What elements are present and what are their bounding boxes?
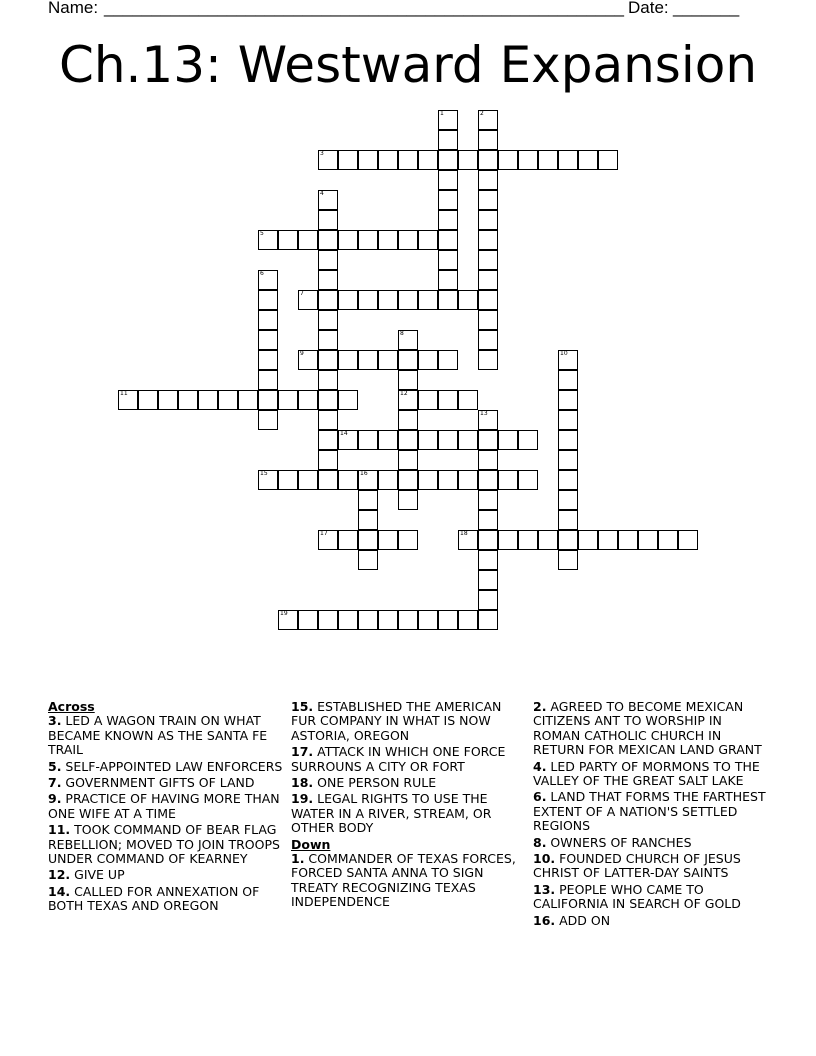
- grid-cell[interactable]: [258, 470, 278, 490]
- grid-cell[interactable]: [598, 530, 618, 550]
- grid-cell[interactable]: [478, 270, 498, 290]
- grid-cell[interactable]: [478, 410, 498, 430]
- clue-item-number: 19.: [291, 791, 314, 807]
- grid-cell[interactable]: [318, 430, 338, 450]
- grid-cell[interactable]: [358, 490, 378, 510]
- grid-cell[interactable]: [398, 610, 418, 630]
- clue-item-text: ONE PERSON RULE: [313, 775, 437, 791]
- clue-number: 2: [480, 110, 484, 117]
- grid-cell[interactable]: [478, 290, 498, 310]
- clue-item-number: 9.: [48, 791, 62, 807]
- grid-cell[interactable]: [398, 530, 418, 550]
- grid-cell[interactable]: [438, 470, 458, 490]
- grid-cell[interactable]: [578, 530, 598, 550]
- grid-cell[interactable]: [638, 530, 658, 550]
- clue-number: 8: [400, 330, 404, 337]
- clue-item: [533, 700, 769, 758]
- grid-cell[interactable]: [458, 470, 478, 490]
- clue-item-number: 8.: [533, 834, 547, 850]
- grid-cell[interactable]: [298, 610, 318, 630]
- grid-cell[interactable]: [378, 610, 398, 630]
- clue-item-number: 4.: [533, 758, 547, 774]
- grid-cell[interactable]: [318, 390, 338, 410]
- clue-item-text: OWNERS OF RANCHES: [546, 834, 692, 850]
- clue-item: [533, 883, 769, 912]
- grid-cell[interactable]: [458, 430, 478, 450]
- grid-cell[interactable]: [418, 470, 438, 490]
- grid-cell[interactable]: [478, 610, 498, 630]
- grid-cell[interactable]: [398, 370, 418, 390]
- clue-item-text: AGREED TO BECOME MEXICAN CITIZENS ANT TO WORSHIP IN ROMAN CATHOLIC CHURCH IN RETURN FOR MEXICAN LAND GRANT: [533, 699, 762, 758]
- grid-cell[interactable]: [478, 210, 498, 230]
- grid-cell[interactable]: [518, 150, 538, 170]
- clue-number: 5: [260, 230, 264, 237]
- grid-cell[interactable]: [318, 190, 338, 210]
- grid-cell[interactable]: [538, 530, 558, 550]
- clue-item-text: GOVERNMENT GIFTS OF LAND: [61, 775, 255, 791]
- grid-cell[interactable]: [338, 150, 358, 170]
- grid-cell[interactable]: [298, 390, 318, 410]
- clue-number: 9: [300, 350, 304, 357]
- grid-cell[interactable]: [458, 390, 478, 410]
- grid-cell[interactable]: [418, 150, 438, 170]
- grid-cell[interactable]: [478, 550, 498, 570]
- clue-item: [291, 700, 527, 743]
- grid-cell[interactable]: [558, 490, 578, 510]
- clue-item-text: PRACTICE OF HAVING MORE THAN ONE WIFE AT A TIME: [48, 791, 280, 821]
- clue-item-text: LED PARTY OF MORMONS TO THE VALLEY OF THE GREAT SALT LAKE: [533, 758, 760, 789]
- clue-column-3: [533, 700, 769, 930]
- grid-cell[interactable]: [438, 150, 458, 170]
- grid-cell[interactable]: [418, 230, 438, 250]
- clue-number: 12: [400, 390, 408, 397]
- grid-cell[interactable]: [158, 390, 178, 410]
- grid-cell[interactable]: [498, 150, 518, 170]
- grid-cell[interactable]: [318, 470, 338, 490]
- grid-cell[interactable]: [378, 230, 398, 250]
- grid-cell[interactable]: [338, 430, 358, 450]
- grid-cell[interactable]: [498, 530, 518, 550]
- grid-cell[interactable]: [318, 450, 338, 470]
- grid-cell[interactable]: [318, 310, 338, 330]
- clue-item-text: GIVE UP: [70, 867, 125, 883]
- grid-cell[interactable]: [478, 450, 498, 470]
- grid-cell[interactable]: [518, 530, 538, 550]
- grid-cell[interactable]: [438, 270, 458, 290]
- grid-cell[interactable]: [338, 230, 358, 250]
- grid-cell[interactable]: [118, 390, 138, 410]
- grid-cell[interactable]: [478, 490, 498, 510]
- grid-cell[interactable]: [438, 190, 458, 210]
- grid-cell[interactable]: [258, 350, 278, 370]
- clue-item: [48, 885, 284, 914]
- grid-cell[interactable]: [398, 490, 418, 510]
- clue-item-text: PEOPLE WHO CAME TO CALIFORNIA IN SEARCH OF GOLD: [533, 881, 741, 912]
- clue-number: 15: [260, 470, 268, 477]
- clue-item: [533, 852, 769, 881]
- grid-cell[interactable]: [418, 430, 438, 450]
- clue-item-text: LED A WAGON TRAIN ON WHAT BECAME KNOWN AS THE SANTA FE TRAIL: [48, 713, 268, 758]
- clue-number: 6: [260, 270, 264, 277]
- grid-cell[interactable]: [398, 470, 418, 490]
- clue-number: 14: [340, 430, 348, 437]
- clue-number: 4: [320, 190, 324, 197]
- clue-item-text: TOOK COMMAND OF BEAR FLAG REBELLION; MOVED TO JOIN TROOPS UNDER COMMAND OF KEARNEY: [48, 822, 280, 867]
- grid-cell[interactable]: [558, 470, 578, 490]
- grid-cell[interactable]: [318, 270, 338, 290]
- grid-cell[interactable]: [318, 290, 338, 310]
- clue-item-number: 17.: [291, 744, 314, 760]
- grid-cell[interactable]: [338, 610, 358, 630]
- grid-cell[interactable]: [618, 530, 638, 550]
- grid-cell[interactable]: [438, 230, 458, 250]
- grid-cell[interactable]: [318, 250, 338, 270]
- grid-cell[interactable]: [398, 290, 418, 310]
- grid-cell[interactable]: [558, 430, 578, 450]
- grid-cell[interactable]: [518, 430, 538, 450]
- grid-cell[interactable]: [558, 510, 578, 530]
- date-blank-line[interactable]: _______: [673, 0, 740, 17]
- clue-number: 17: [320, 530, 328, 537]
- grid-cell[interactable]: [478, 530, 498, 550]
- clue-item-number: 3.: [48, 713, 62, 729]
- grid-cell[interactable]: [458, 610, 478, 630]
- grid-cell[interactable]: [398, 430, 418, 450]
- clue-item: [48, 714, 284, 757]
- grid-cell[interactable]: [138, 390, 158, 410]
- clue-item-number: 2.: [533, 699, 547, 714]
- grid-cell[interactable]: [318, 610, 338, 630]
- clue-item-number: 11.: [48, 822, 71, 838]
- grid-cell[interactable]: [398, 230, 418, 250]
- grid-cell[interactable]: [478, 110, 498, 130]
- grid-cell[interactable]: [318, 410, 338, 430]
- clue-item: [48, 868, 284, 882]
- grid-cell[interactable]: [398, 390, 418, 410]
- clue-item-text: ESTABLISHED THE AMERICAN FUR COMPANY IN WHAT IS NOW ASTORIA, OREGON: [291, 699, 502, 743]
- grid-cell[interactable]: [378, 150, 398, 170]
- grid-cell[interactable]: [458, 150, 478, 170]
- clue-item-text: LAND THAT FORMS THE FARTHEST EXTENT OF A NATION'S SETTLED REGIONS: [533, 789, 766, 834]
- grid-cell[interactable]: [438, 390, 458, 410]
- grid-cell[interactable]: [578, 150, 598, 170]
- clue-item: [48, 760, 284, 774]
- grid-cell[interactable]: [298, 290, 318, 310]
- clue-section-header: Across: [48, 699, 95, 714]
- grid-cell[interactable]: [298, 230, 318, 250]
- grid-cell[interactable]: [398, 330, 418, 350]
- grid-cell[interactable]: [358, 510, 378, 530]
- grid-cell[interactable]: [178, 390, 198, 410]
- grid-cell[interactable]: [258, 270, 278, 290]
- grid-cell[interactable]: [418, 390, 438, 410]
- grid-cell[interactable]: [378, 430, 398, 450]
- grid-cell[interactable]: [458, 530, 478, 550]
- grid-cell[interactable]: [338, 470, 358, 490]
- grid-cell[interactable]: [558, 450, 578, 470]
- grid-cell[interactable]: [338, 390, 358, 410]
- clue-item: [291, 776, 527, 790]
- grid-cell[interactable]: [358, 350, 378, 370]
- grid-cell[interactable]: [258, 330, 278, 350]
- grid-cell[interactable]: [258, 390, 278, 410]
- date-label: Date:: [628, 0, 669, 17]
- grid-cell[interactable]: [518, 470, 538, 490]
- grid-cell[interactable]: [438, 290, 458, 310]
- grid-cell[interactable]: [558, 150, 578, 170]
- grid-cell[interactable]: [398, 350, 418, 370]
- grid-cell[interactable]: [438, 250, 458, 270]
- grid-cell[interactable]: [678, 530, 698, 550]
- grid-cell[interactable]: [418, 350, 438, 370]
- grid-cell[interactable]: [498, 430, 518, 450]
- grid-cell[interactable]: [418, 610, 438, 630]
- grid-cell[interactable]: [478, 330, 498, 350]
- clue-number: 7: [300, 290, 304, 297]
- grid-cell[interactable]: [258, 230, 278, 250]
- grid-cell[interactable]: [318, 210, 338, 230]
- clue-item-number: 10.: [533, 851, 556, 867]
- grid-cell[interactable]: [438, 170, 458, 190]
- grid-cell[interactable]: [358, 290, 378, 310]
- clue-number: 16: [360, 470, 368, 477]
- grid-cell[interactable]: [358, 470, 378, 490]
- grid-cell[interactable]: [338, 530, 358, 550]
- grid-cell[interactable]: [478, 570, 498, 590]
- grid-cell[interactable]: [478, 590, 498, 610]
- grid-cell[interactable]: [358, 530, 378, 550]
- clue-item-text: COMMANDER OF TEXAS FORCES, FORCED SANTA ANNA TO SIGN TREATY RECOGNIZING TEXAS INDEPENDENCE: [291, 851, 516, 910]
- grid-cell[interactable]: [318, 350, 338, 370]
- clue-item-number: 6.: [533, 789, 547, 805]
- grid-cell[interactable]: [358, 150, 378, 170]
- grid-cell[interactable]: [458, 290, 478, 310]
- name-label: Name:: [48, 0, 99, 17]
- grid-cell[interactable]: [558, 530, 578, 550]
- grid-cell[interactable]: [478, 190, 498, 210]
- grid-cell[interactable]: [498, 470, 518, 490]
- grid-cell[interactable]: [478, 130, 498, 150]
- clue-item-text: SELF-APPOINTED LAW ENFORCERS: [61, 758, 283, 774]
- grid-cell[interactable]: [478, 510, 498, 530]
- grid-cell[interactable]: [378, 470, 398, 490]
- clue-item-number: 7.: [48, 775, 62, 791]
- clue-item: [48, 823, 284, 866]
- grid-cell[interactable]: [558, 350, 578, 370]
- clue-item-number: 5.: [48, 758, 62, 774]
- grid-cell[interactable]: [258, 310, 278, 330]
- grid-cell[interactable]: [378, 350, 398, 370]
- clue-item: [291, 745, 527, 774]
- clue-item: [291, 792, 527, 835]
- clue-item: [533, 760, 769, 789]
- clue-item: [291, 852, 527, 910]
- grid-cell[interactable]: [558, 550, 578, 570]
- clue-item: [533, 836, 769, 850]
- clue-item: [533, 914, 769, 928]
- grid-cell[interactable]: [418, 290, 438, 310]
- grid-cell[interactable]: [318, 330, 338, 350]
- page-title: Ch.13: Westward Expansion: [58, 36, 758, 94]
- grid-cell[interactable]: [358, 550, 378, 570]
- clue-item-number: 1.: [291, 851, 305, 867]
- grid-cell[interactable]: [378, 530, 398, 550]
- name-blank-line[interactable]: _______________________________________________________: [104, 0, 625, 17]
- clue-number: 10: [560, 350, 568, 357]
- grid-cell[interactable]: [338, 290, 358, 310]
- grid-cell[interactable]: [278, 610, 298, 630]
- clue-item-number: 12.: [48, 867, 71, 883]
- clue-number: 3: [320, 150, 324, 157]
- clue-item-number: 14.: [48, 883, 71, 899]
- grid-cell[interactable]: [358, 230, 378, 250]
- grid-cell[interactable]: [318, 530, 338, 550]
- clue-number: 1: [440, 110, 444, 117]
- grid-cell[interactable]: [478, 470, 498, 490]
- grid-cell[interactable]: [218, 390, 238, 410]
- clue-column-2: [291, 700, 527, 912]
- grid-cell[interactable]: [478, 350, 498, 370]
- grid-cell[interactable]: [478, 430, 498, 450]
- grid-cell[interactable]: [658, 530, 678, 550]
- clue-item: [48, 792, 284, 821]
- grid-cell[interactable]: [238, 390, 258, 410]
- clue-item-text: ATTACK IN WHICH ONE FORCE SURROUNS A CITY OR FORT: [291, 744, 506, 774]
- clue-item: [48, 776, 284, 790]
- grid-cell[interactable]: [278, 230, 298, 250]
- grid-cell[interactable]: [438, 430, 458, 450]
- clue-number: 19: [280, 610, 288, 617]
- clue-column-1: [48, 700, 284, 916]
- grid-cell[interactable]: [478, 150, 498, 170]
- clue-item-text: FOUNDED CHURCH OF JESUS CHRIST OF LATTER-DAY SAINTS: [533, 851, 741, 881]
- grid-cell[interactable]: [358, 610, 378, 630]
- grid-cell[interactable]: [258, 290, 278, 310]
- grid-cell[interactable]: [318, 230, 338, 250]
- grid-cell[interactable]: [358, 430, 378, 450]
- clue-item-number: 15.: [291, 699, 314, 714]
- grid-cell[interactable]: [318, 150, 338, 170]
- grid-cell[interactable]: [438, 350, 458, 370]
- clue-item: [533, 790, 769, 833]
- grid-cell[interactable]: [558, 390, 578, 410]
- grid-cell[interactable]: [398, 410, 418, 430]
- clue-number: 11: [120, 390, 128, 397]
- grid-cell[interactable]: [438, 110, 458, 130]
- clue-item-text: CALLED FOR ANNEXATION OF BOTH TEXAS AND OREGON: [48, 883, 260, 914]
- grid-cell[interactable]: [478, 230, 498, 250]
- grid-cell[interactable]: [478, 170, 498, 190]
- grid-cell[interactable]: [318, 370, 338, 390]
- clue-item-number: 18.: [291, 775, 314, 791]
- grid-cell[interactable]: [598, 150, 618, 170]
- clue-number: 18: [460, 530, 468, 537]
- grid-cell[interactable]: [258, 370, 278, 390]
- clue-section-header: Down: [291, 836, 331, 852]
- grid-cell[interactable]: [478, 250, 498, 270]
- grid-cell[interactable]: [438, 130, 458, 150]
- grid-cell[interactable]: [558, 370, 578, 390]
- clue-item-number: 13.: [533, 881, 556, 897]
- clue-item-number: 16.: [533, 912, 556, 928]
- grid-cell[interactable]: [278, 470, 298, 490]
- grid-cell[interactable]: [298, 470, 318, 490]
- clue-item-text: ADD ON: [555, 912, 611, 928]
- grid-cell[interactable]: [298, 350, 318, 370]
- grid-cell[interactable]: [438, 210, 458, 230]
- grid-cell[interactable]: [278, 390, 298, 410]
- grid-cell[interactable]: [258, 410, 278, 430]
- grid-cell[interactable]: [558, 410, 578, 430]
- grid-cell[interactable]: [478, 310, 498, 330]
- grid-cell[interactable]: [398, 450, 418, 470]
- grid-cell[interactable]: [398, 150, 418, 170]
- grid-cell[interactable]: [378, 290, 398, 310]
- grid-cell[interactable]: [198, 390, 218, 410]
- clue-item-text: LEGAL RIGHTS TO USE THE WATER IN A RIVER, STREAM, OR OTHER BODY: [291, 791, 492, 836]
- grid-cell[interactable]: [438, 610, 458, 630]
- grid-cell[interactable]: [538, 150, 558, 170]
- clue-number: 13: [480, 410, 488, 417]
- grid-cell[interactable]: [338, 350, 358, 370]
